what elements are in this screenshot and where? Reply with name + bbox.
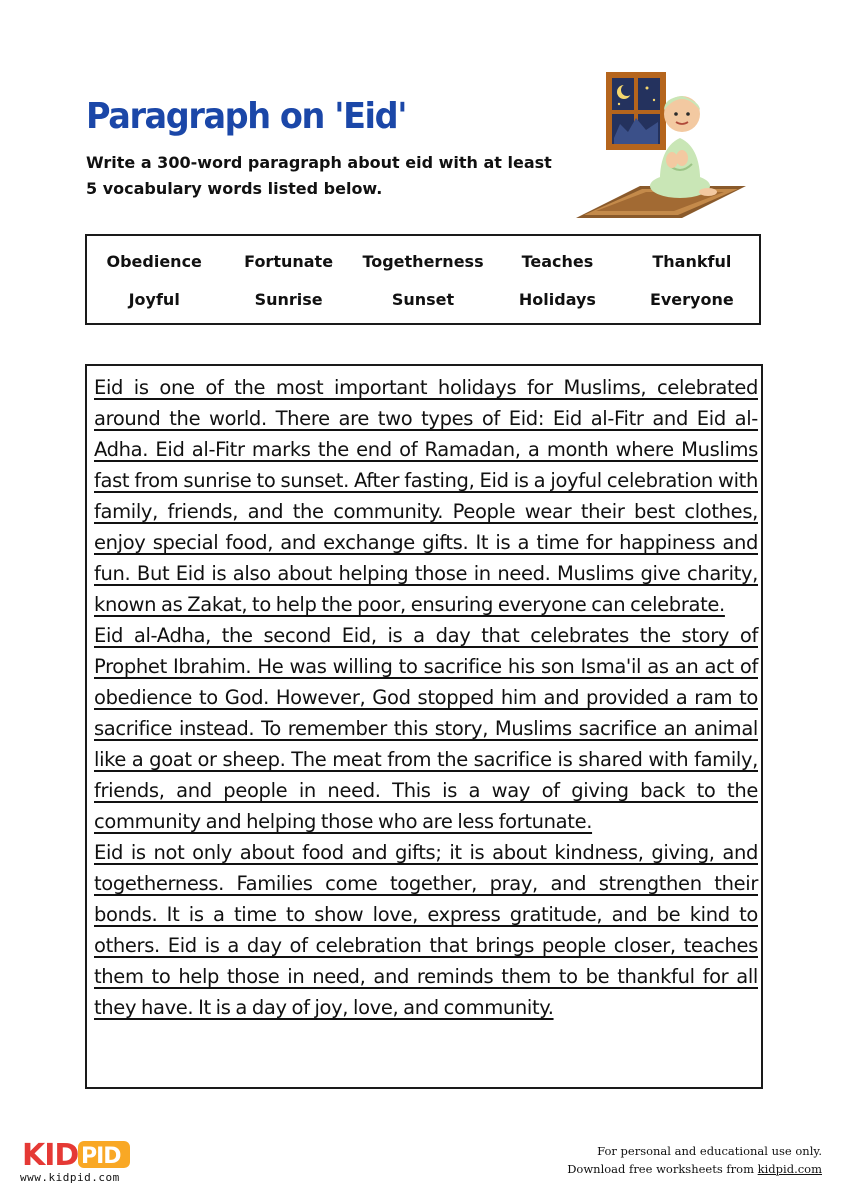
paragraph: Eid is one of the most important holidays for Muslims, celebrated around the world. There are two types of Eid: Eid al-Fitr and Eid al-Adha. Eid al-Fitr marks the end of Ramadan, a month where Muslims fast from sunrise to sunset. After fasting, Eid is a joyful celebration with family, friends, and the community. People wear their best clothes, enjoy special food, and exchange gifts. It is a time for happiness and fun. But Eid is also about helping those in need. Muslims give charity, known as Zakat, to help the poor, ensuring everyone can celebrate. [94,376,758,616]
vocab-word: Teaches [521,252,594,271]
usage-note: For personal and educational use only. [597,1144,822,1158]
vocabulary-row [87,288,759,312]
instructions: Write a 300-word paragraph about eid with at least 5 vocabulary words listed below. [86,153,552,198]
site-url: www.kidpid.com [20,1171,120,1184]
vocab-word: Togetherness [362,252,484,271]
paragraph-box [85,364,763,1089]
vocab-word: Joyful [128,290,180,309]
paragraph: Eid is not only about food and gifts; it is about kindness, giving, and togetherness. Families come together, pray, and strengthen their bonds. It is a time to show love, express gratitude, and be kind to others. Eid is a day of celebration that brings people closer, teaches them to help those in need, and reminds them to be thankful for all they have. It is a day of joy, love, and community. [94,841,758,1019]
vocab-word: Obedience [106,252,202,271]
vocab-word: Everyone [649,290,734,309]
vocab-word: Sunrise [254,290,323,309]
boy-praying-on-mat-illustration [572,68,752,228]
vocab-word: Fortunate [244,252,334,271]
kidpid-logo [20,1134,132,1172]
kidpid-link[interactable]: kidpid.com [757,1162,822,1176]
page-title: Paragraph on 'Eid' [86,96,407,137]
vocab-word: Holidays [518,290,596,309]
vocab-word: Sunset [391,290,455,309]
vocabulary-box [85,234,761,325]
footer-note [567,1142,822,1178]
vocab-word: Thankful [652,252,732,271]
svg-text:KID: KID [22,1138,79,1172]
download-note [567,1160,822,1178]
vocabulary-row [87,250,759,274]
paragraph-text [94,372,758,1023]
download-note-text: Download free worksheets from [567,1162,758,1176]
paragraph: Eid al-Adha, the second Eid, is a day that celebrates the story of Prophet Ibrahim. He was willing to sacrifice his son Isma'il as an act of obedience to God. However, God stopped him and provided a ram to sacrifice instead. To remember this story, Muslims sacrifice an animal like a goat or sheep. The meat from the sacrifice is shared with family, friends, and people in need. This is a way of giving back to the community and helping those who are less fortunate. [94,624,758,833]
svg-text:PID: PID [81,1144,121,1169]
